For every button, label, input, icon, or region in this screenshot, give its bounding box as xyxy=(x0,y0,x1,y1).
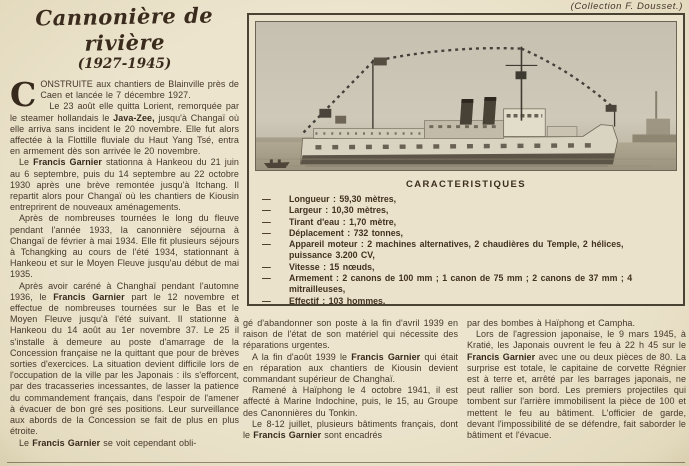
ship-photo xyxy=(255,21,677,171)
paragraph xyxy=(10,438,239,449)
dash-bullet: — xyxy=(262,194,271,204)
paragraph xyxy=(243,385,458,419)
characteristic-item xyxy=(249,217,669,228)
characteristic-item xyxy=(249,239,669,262)
dash-bullet: — xyxy=(262,261,271,272)
ship-name-bold: Francis Garnier xyxy=(53,291,125,302)
characteristic-item xyxy=(249,228,669,239)
paragraph xyxy=(243,419,458,441)
left-column-text xyxy=(10,75,240,449)
body-text: par des bombes à Haïphong et Campha. xyxy=(467,318,636,328)
dash-bullet: — xyxy=(262,295,271,306)
body-text: Ramené à Haïphong le 4 octobre 1941, il est affecté à Marine Indochine, puis, le 15, au Groupe des Canonnières du Tonkin. xyxy=(243,385,458,418)
ship-illustration xyxy=(256,22,676,170)
page-bottom-edge xyxy=(7,462,685,463)
ship-name-bold: Francis Garnier xyxy=(32,437,101,448)
paragraph xyxy=(10,213,239,280)
body-text: sont encadrés xyxy=(321,430,383,441)
article-subtitle: (1927-1945) xyxy=(77,56,172,72)
drop-cap: C xyxy=(10,75,37,114)
characteristics-heading: CARACTERISTIQUES xyxy=(405,179,527,190)
ship-name-bold: Java-Zee, xyxy=(113,112,155,123)
body-text: ONSTRUITE aux chantiers de Blainville près de Caen et lancée le 7 décembre 1927. xyxy=(40,79,239,101)
body-text: part le 12 novembre et effectue de nombreuses tournées sur le Bas et le Moyen Fleuve jusqu'à l'été suivant. Il stationne à Hankeou du 14 août au 1er novembre 37. Le 25 il s'installe à demeure au poste d'amarrage de la Concession française ne la quittant que pour de brèves sorties d'exercices. La situation devient difficile lors de l'occupation de la ville par les Japonais : ils s'efforcent, par des tracasseries incessantes, de lasser la patience du commandement français, dans l'espoir de l'amener à évacuer de bon gré ses positions. Leur surveillance aux abords de la Concession se fait de plus en plus étroite. xyxy=(10,291,239,437)
left-column xyxy=(10,4,239,449)
characteristic-text: Longueur : 59,30 mètres, xyxy=(289,194,397,204)
body-text: jusqu'à Changaï où elle arriva sans incident le 20 novembre. Elle fut alors affectée à la Flottille fluviale du Haut Yang Tsé, entra en armement dès son arrivée le 20 novembre. xyxy=(10,112,240,157)
body-text: avec une ou deux pièces de 80. La surprise est totale, le capitaine de corvette Régnier est à terre et, arrêté par les barrages japonais, ne peut rallier son bord. Les premiers projectiles qui tombent sur l'arrière immobilisent la pièce de 100 et mettent le feu au bâtiment. L'officier de garde, devant l'impossibilité de se défendre, fait saborder le bâtiment et l'évacue. xyxy=(467,351,686,441)
body-text: se voit cependant obli- xyxy=(100,437,197,448)
paragraph xyxy=(467,318,686,329)
paragraph xyxy=(467,329,686,441)
dash-bullet: — xyxy=(262,273,271,284)
body-text: qui était en réparation aux chantiers de Kiousin devient commandant supérieur de Changhaï. xyxy=(243,351,458,385)
middle-column xyxy=(243,318,458,441)
body-text: Après de nombreuses tournées le long du fleuve pendant l'année 1933, la canonnière séjourna à Changaï de février à mai 1934. Elle fit plusieurs séjours à Tchangking au cours de l'été 1934, stationnant à Hankeou et sur le Moyen Fleuve jusqu'au début de mai 1935. xyxy=(10,213,239,280)
body-text: Le xyxy=(19,157,34,168)
right-column xyxy=(467,318,686,441)
characteristic-item xyxy=(249,262,669,273)
characteristic-text: Armement : 2 canons de 100 mm ; 1 canon de 75 mm ; 2 canons de 37 mm ; 4 mitrailleuses, xyxy=(289,273,633,295)
dash-bullet: — xyxy=(262,239,271,250)
body-text: gé d'abandonner son poste à la fin d'avril 1939 en raison de l'état de son matériel qui nécessite des réparations urgentes. xyxy=(243,318,458,351)
paragraph xyxy=(10,157,239,213)
body-text: Le xyxy=(19,437,33,448)
ship-name-bold: Francis Garnier xyxy=(467,351,536,362)
paragraph xyxy=(10,101,239,157)
characteristic-text: Largeur : 10,30 mètres, xyxy=(289,205,389,216)
body-text: Après avoir caréné à Changhaï pendant l'automne 1936, le xyxy=(10,280,239,302)
characteristic-item xyxy=(249,296,669,307)
ship-name-bold: Francis Garnier xyxy=(253,430,322,441)
characteristic-text: Déplacement : 732 tonnes, xyxy=(289,227,403,238)
characteristic-text: Tirant d'eau : 1,70 mètre, xyxy=(289,216,397,227)
body-text: A la fin d'août 1939 le xyxy=(252,351,352,362)
characteristic-item xyxy=(249,205,669,216)
characteristic-text: Vitesse : 15 nœuds, xyxy=(289,261,375,272)
body-text: Le 23 août elle quitta Lorient, remorquée par le steamer hollandais le xyxy=(10,101,239,123)
body-text: Lors de l'agression japonaise, le 9 mars 1945, à Kratié, les Japonais ouvrent le feu à 22 h 45 sur le xyxy=(467,329,686,351)
dash-bullet: — xyxy=(262,227,271,238)
photo-credit: (Collection F. Dousset.) xyxy=(570,1,683,12)
dash-bullet: — xyxy=(262,205,271,216)
characteristic-item xyxy=(249,194,669,205)
ship-name-bold: Francis Garnier xyxy=(33,157,102,168)
paragraph xyxy=(243,318,458,352)
photo-panel xyxy=(247,13,685,306)
characteristic-item xyxy=(249,273,669,296)
characteristic-text: Effectif : 103 hommes. xyxy=(289,295,386,306)
ship-name-bold: Francis Garnier xyxy=(351,351,421,362)
dash-bullet: — xyxy=(262,216,271,227)
characteristics-list xyxy=(249,194,683,307)
body-text: stationna à Hankeou du 21 juin au 6 septembre, puis du 14 septembre au 22 octobre 1930 après une brève remontée jusqu'à Itchang. Il repartit alors pour Changaï où les chantiers de Kiousin entreprirent de nouveaux aménagements. xyxy=(10,157,239,213)
characteristic-text: Appareil moteur : 2 machines alternatives, 2 chaudières du Temple, 2 hélices, puissance 3.200 CV, xyxy=(289,239,624,261)
paragraph xyxy=(10,281,239,438)
body-text: Le 8-12 juillet, plusieurs bâtiments français, dont le xyxy=(243,418,458,441)
article-title: Cannonière de rivière xyxy=(35,2,214,56)
paragraph xyxy=(243,352,458,386)
